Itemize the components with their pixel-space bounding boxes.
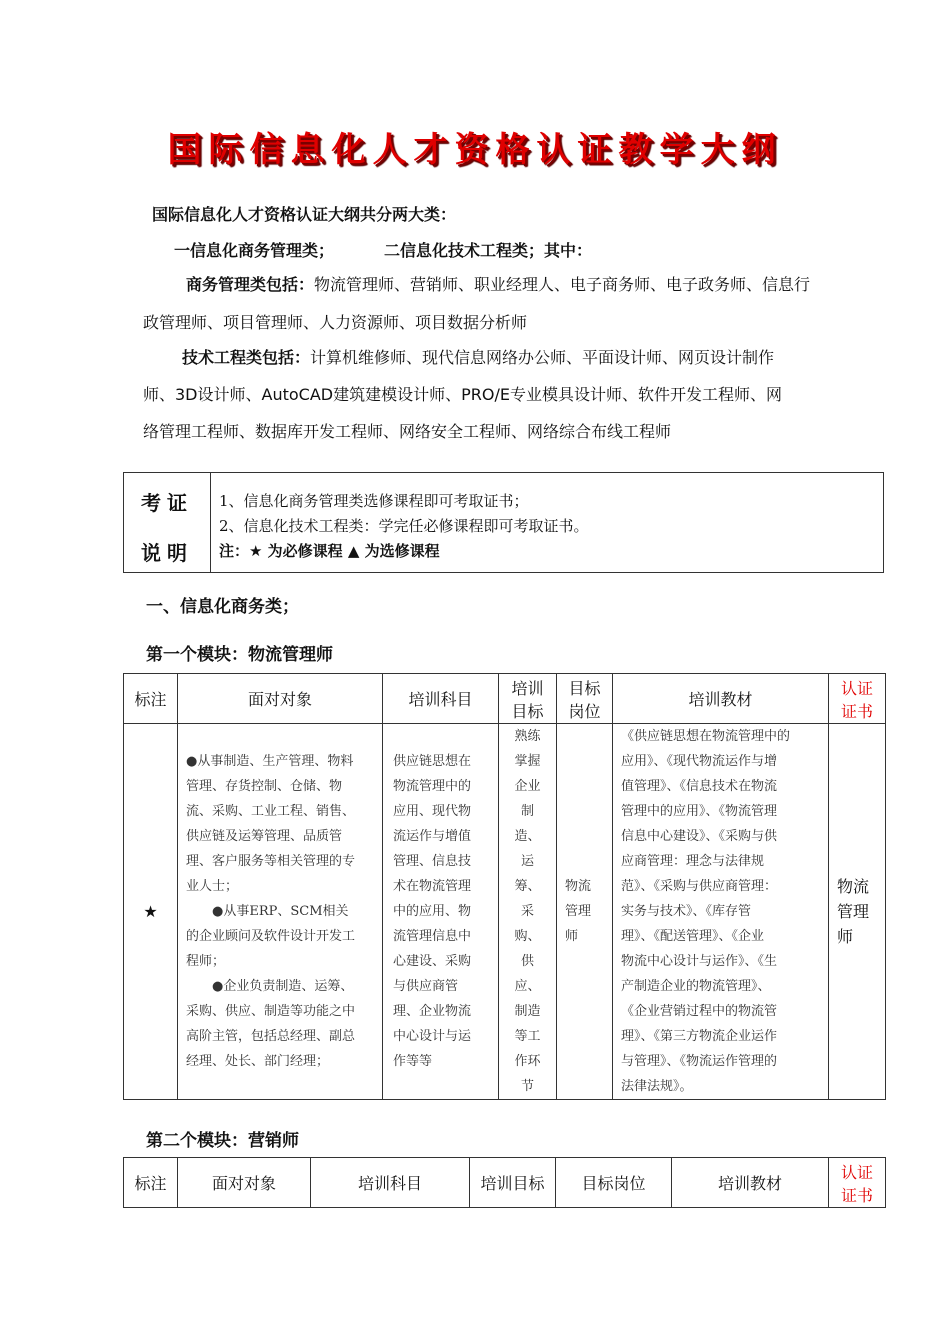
audience-line: ●企业负责制造、运筹、 [186,979,354,994]
subjects-line: 作等等 [393,1054,433,1069]
exam-note-label-top: 考证 [141,491,193,515]
cert-text [829,874,885,949]
goal-line: 购、 [514,929,541,944]
materials-line: 应商管理：理念与法律规 [621,854,765,869]
goal-line: 采 [520,904,534,919]
materials-line: 实务与技术》、《库存管 [621,904,752,919]
header-mark: 标注 [124,674,178,724]
header-materials: 培训教材 [613,674,829,724]
materials-text [613,724,828,1099]
goal-line: 筹、 [514,879,541,894]
category-business: 一信息化商务管理类； [174,241,335,260]
post-cell [557,724,613,1100]
post-line: 师 [565,929,579,944]
audience-line: 程师； [186,954,226,969]
audience-line: 管理、存货控制、仓储、物 [186,779,343,794]
cert-line: 管理 [837,902,870,921]
subjects-line: 应用、现代物 [393,804,472,819]
materials-line: 理》、《配送管理》、《企业 [621,929,765,944]
post-text [557,874,612,949]
subjects-line: 管理、信息技 [393,854,472,869]
materials-line: 理》、《第三方物流企业运作 [621,1029,778,1044]
exam-note-label-bottom: 说明 [141,541,193,565]
subjects-line: 流运作与增值 [393,829,472,844]
goal-line: 造、 [514,829,541,844]
header-cert [829,674,886,724]
header-post: 目标岗位 [556,1158,672,1208]
exam-note-line2: 2、信息化技术工程类：学完任必修课程即可考取证书。 [219,517,589,535]
goal-line: 企业 [514,779,541,794]
subjects-line: 理、企业物流 [393,1004,472,1019]
audience-cell [178,724,383,1100]
tech-label: 技术工程类包括： [182,348,311,367]
subjects-line: 中的应用、物 [393,904,472,919]
audience-line: 采购、供应、制造等功能之中 [186,1004,356,1019]
subjects-line: 心建设、采购 [393,954,472,969]
goal-line: 熟练 [514,729,541,744]
audience-line: 供应链及运筹管理、品质管 [186,829,343,844]
category-tech: 二信息化技术工程类；其中： [384,241,593,260]
cert-line: 物流 [837,877,870,896]
tech-list-line2: 师、3D设计师、AutoCAD建筑建模设计师、PRO/E专业模具设计师、软件开发工程师、网 [143,385,782,404]
goal-line: 制 [520,804,534,819]
header-cert-line2: 证书 [840,701,873,721]
intro-line: 国际信息化人才资格认证大纲共分两大类： [152,205,457,224]
audience-line: 的企业顾问及软件设计开发工 [186,929,356,944]
document-title: 国际信息化人才资格认证教学大纲 [167,130,783,170]
cert-line: 师 [837,927,854,946]
business-list-line2: 政管理师、项目管理师、人力资源师、项目数据分析师 [143,313,528,332]
module1-table [123,673,886,1100]
required-mark: ★ [124,724,178,1100]
header-post-line2: 岗位 [568,701,601,721]
goal-line: 运 [520,854,534,869]
audience-line: 理、客户服务等相关管理的专 [186,854,356,869]
module2-heading: 第二个模块：营销师 [146,1131,299,1151]
audience-line: 高阶主管，包括总经理、副总 [186,1029,356,1044]
exam-note-label [124,473,211,572]
materials-line: 产制造企业的物流管理》、 [621,979,771,994]
header-cert-line1: 认证 [840,1162,873,1182]
business-list-line1: 物流管理师、营销师、职业经理人、电子商务师、电子政务师、信息行 [314,275,811,294]
cert-cell [829,724,886,1100]
materials-line: 物流中心设计与运作》、《生 [621,954,778,969]
post-line: 物流 [565,879,592,894]
header-goal [499,674,557,724]
tech-list-line1: 计算机维修师、现代信息网络办公师、平面设计师、网页设计制作 [310,348,775,367]
business-label: 商务管理类包括： [186,275,315,294]
goal-line: 应、 [514,979,541,994]
goal-cell [499,724,557,1100]
goal-line: 掌握 [514,754,541,769]
header-goal-line1: 培训 [511,678,544,698]
audience-line: 经理、处长、部门经理； [186,1054,330,1069]
subjects-cell [383,724,499,1100]
header-goal: 培训目标 [470,1158,556,1208]
exam-note-legend: 注：★ 为必修课程 ▲ 为选修课程 [219,542,440,560]
tech-list-line3: 络管理工程师、数据库开发工程师、网络安全工程师、网络综合布线工程师 [143,422,672,441]
materials-line: 法律法规》。 [621,1079,693,1094]
goal-line: 制造 [514,1004,541,1019]
header-audience: 面对对象 [178,1158,311,1208]
exam-note-line1: 1、信息化商务管理类选修课程即可考取证书； [219,492,529,510]
header-cert [829,1158,886,1208]
materials-cell [613,724,829,1100]
materials-line: 信息中心建设》、《采购与供 [621,829,778,844]
goal-line: 作环 [514,1054,541,1069]
goal-line: 节 [520,1079,534,1094]
post-line: 管理 [565,904,592,919]
header-post [557,674,613,724]
materials-line: 值管理》、《信息技术在物流 [621,779,778,794]
materials-line: 范》、《采购与供应商管理： [621,879,778,894]
header-cert-line1: 认证 [840,678,873,698]
audience-text [178,749,382,1074]
exam-note-box [123,472,884,573]
subjects-line: 中心设计与运 [393,1029,472,1044]
header-mark: 标注 [124,1158,178,1208]
table-row [124,724,886,1100]
table-header-row [124,1158,886,1208]
audience-line: 流、采购、工业工程、销售、 [186,804,356,819]
audience-line: 业人士； [186,879,239,894]
table-header-row [124,674,886,724]
header-subjects: 培训科目 [311,1158,470,1208]
header-materials: 培训教材 [672,1158,829,1208]
header-post-line1: 目标 [568,678,601,698]
header-cert-line2: 证书 [840,1185,873,1205]
materials-line: 与管理》、《物流运作管理的 [621,1054,778,1069]
subjects-line: 物流管理中的 [393,779,472,794]
materials-line: 应用》、《现代物流运作与增 [621,754,778,769]
header-audience: 面对对象 [178,674,383,724]
audience-line: ●从事制造、生产管理、物料 [186,754,354,769]
subjects-line: 流管理信息中 [393,929,472,944]
section-heading: 一、信息化商务类； [146,597,299,617]
header-goal-line2: 目标 [511,701,544,721]
audience-line: ●从事ERP、SCM相关 [186,904,349,919]
materials-line: 管理中的应用》、《物流管理 [621,804,778,819]
goal-text [499,724,556,1099]
module1-heading: 第一个模块：物流管理师 [146,645,333,665]
subjects-line: 与供应商管 [393,979,459,994]
module2-table [123,1157,886,1208]
goal-line: 供 [520,954,534,969]
subjects-line: 供应链思想在 [393,754,472,769]
subjects-line: 术在物流管理 [393,879,472,894]
subjects-text [383,749,498,1074]
materials-line: 《企业营销过程中的物流管 [621,1004,778,1019]
materials-line: 《供应链思想在物流管理中的 [621,729,791,744]
header-subjects: 培训科目 [383,674,499,724]
goal-line: 等工 [514,1029,541,1044]
exam-note-content [219,489,589,564]
